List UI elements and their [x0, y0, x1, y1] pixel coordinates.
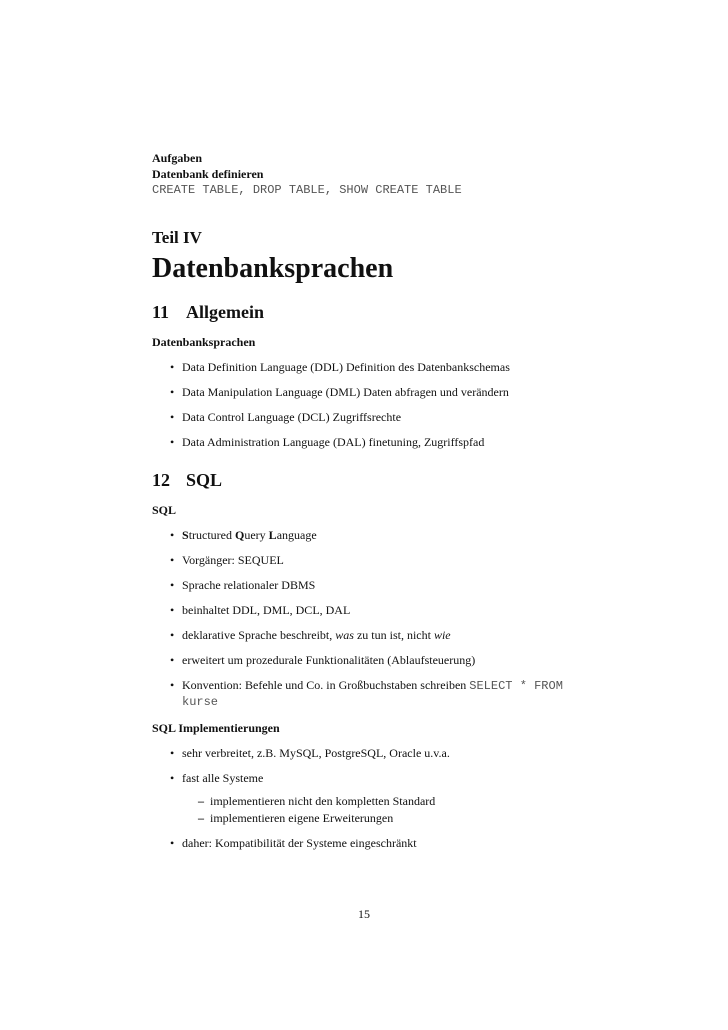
list-item: • daher: Kompatibilität der Systeme eingeschränkt [170, 836, 417, 850]
document-page [152, 150, 592, 861]
tasks-heading: Aufgaben [152, 151, 203, 165]
bullet-icon: • [170, 360, 175, 374]
section-number: 11 [152, 302, 170, 322]
tasks-subheading: Datenbank definieren [152, 167, 264, 181]
dash-icon: – [198, 794, 204, 808]
bullet-icon: • [170, 628, 175, 642]
bullet-icon: • [170, 746, 175, 760]
sub-list-item: – implementieren nicht den kompletten Standard [198, 794, 436, 808]
section-title: Allgemein [186, 302, 264, 322]
bullet-icon: • [170, 653, 175, 667]
list-item: • Vorgänger: SEQUEL [170, 553, 284, 567]
sub-list-item: – implementieren eigene Erweiterungen [198, 811, 394, 825]
bullet-icon: • [170, 771, 175, 785]
dash-icon: – [198, 811, 204, 825]
list-item: • fast alle Systeme – implementieren nicht den kompletten Standard – implementieren eigene Erweiterungen [170, 771, 592, 826]
bullet-icon: • [170, 678, 175, 692]
part-title: Datenbanksprachen [152, 253, 394, 284]
list-item: • Data Manipulation Language (DML) Daten abfragen und verändern [170, 385, 509, 399]
implementations-list [170, 746, 592, 851]
list-item: • deklarative Sprache beschreibt, was zu tun ist, nicht wie [170, 628, 451, 642]
bullet-icon: • [170, 553, 175, 567]
list-item: • sehr verbreitet, z.B. MySQL, PostgreSQL, Oracle u.v.a. [170, 746, 450, 760]
bullet-icon: • [170, 578, 175, 592]
bullet-icon: • [170, 836, 175, 850]
paragraph-title: SQL Implementierungen [152, 721, 280, 735]
bullet-icon: • [170, 385, 175, 399]
list-item: • Data Control Language (DCL) Zugriffsrechte [170, 410, 402, 424]
section-12-heading [152, 468, 592, 492]
code-inline: SELECT * FROM [469, 679, 563, 693]
list-item: • Structured Query Language [170, 528, 317, 542]
paragraph-title: Datenbanksprachen [152, 335, 256, 349]
list-item: • Data Administration Language (DAL) finetuning, Zugriffspfad [170, 435, 485, 449]
list-item: • Data Definition Language (DDL) Definition des Datenbankschemas [170, 360, 510, 374]
bullet-icon: • [170, 603, 175, 617]
bullet-icon: • [170, 435, 175, 449]
bullet-icon: • [170, 528, 175, 542]
language-list [170, 360, 592, 450]
list-item: • Sprache relationaler DBMS [170, 578, 316, 592]
section-11-heading [152, 300, 592, 324]
sub-list [198, 794, 592, 826]
section-title: SQL [186, 470, 223, 490]
page-number: 15 [358, 907, 370, 921]
code-inline: kurse [182, 695, 219, 709]
list-item: • beinhaltet DDL, DML, DCL, DAL [170, 603, 351, 617]
paragraph-title: SQL [152, 503, 177, 517]
tasks-commands: CREATE TABLE, DROP TABLE, SHOW CREATE TABLE [152, 183, 462, 197]
list-item: • Konvention: Befehle und Co. in Großbuchstaben schreiben SELECT * FROM kurse [170, 678, 563, 709]
bullet-icon: • [170, 410, 175, 424]
part-label: Teil IV [152, 228, 202, 247]
list-item: • erweitert um prozedurale Funktionalitäten (Ablaufsteuerung) [170, 653, 476, 667]
sql-list [170, 528, 592, 710]
section-number: 12 [152, 470, 170, 490]
